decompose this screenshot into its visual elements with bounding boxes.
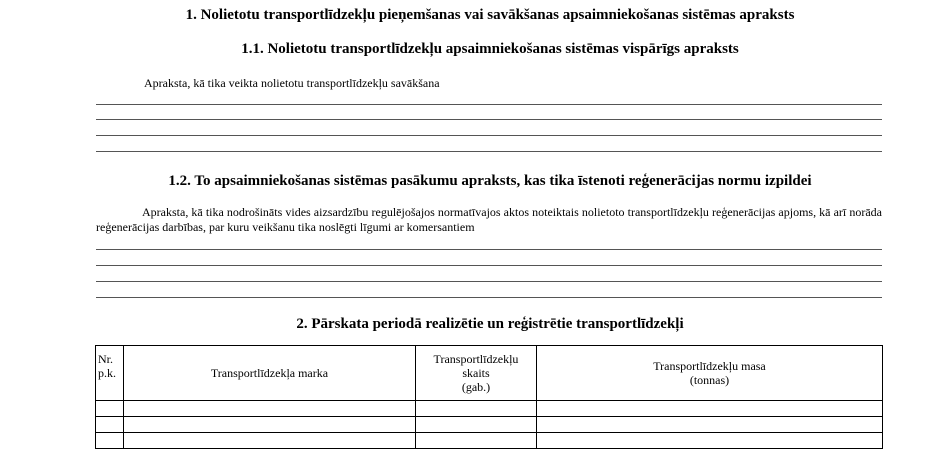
- table-row: [96, 433, 883, 449]
- header-text: (tonnas): [689, 373, 730, 387]
- section-2-heading: 2. Pārskata periodā realizētie un reģistrētie transportlīdzekļi: [296, 316, 684, 332]
- table-cell[interactable]: [124, 401, 416, 417]
- answer-line[interactable]: [96, 104, 882, 105]
- answer-line[interactable]: [96, 297, 882, 298]
- table-header-row: [96, 346, 883, 401]
- section-1-1-heading: 1.1. Nolietotu transportlīdzekļu apsaimniekošanas sistēmas vispārīgs apraksts: [241, 41, 739, 57]
- header-text: (gab.): [461, 380, 491, 394]
- answer-line[interactable]: [96, 281, 882, 282]
- table-cell[interactable]: [416, 417, 537, 433]
- header-text: Transportlīdzekļa marka: [210, 366, 329, 380]
- table-cell[interactable]: [96, 433, 124, 449]
- column-header-marka: [124, 346, 416, 401]
- table-cell[interactable]: [537, 401, 883, 417]
- answer-line[interactable]: [96, 119, 882, 120]
- table-cell[interactable]: [96, 401, 124, 417]
- column-header-skaits: [416, 346, 537, 401]
- table-cell[interactable]: [537, 417, 883, 433]
- section-1-heading: 1. Nolietotu transportlīdzekļu pieņemšanas vai savākšanas apsaimniekošanas sistēmas apraksts: [185, 7, 795, 23]
- table-cell[interactable]: [124, 417, 416, 433]
- vehicles-table: [95, 345, 883, 449]
- table-cell[interactable]: [537, 433, 883, 449]
- table-row: [96, 417, 883, 433]
- table-row: [96, 401, 883, 417]
- header-text: Transportlīdzekļu masa: [653, 359, 766, 373]
- section-1-2-instruction: Apraksta, kā tika nodrošināts vides aizsardzību regulējošajos normatīvajos aktos noteiktais nolietoto transportlīdzekļu reģenerācijas apjoms, kā arī norāda reģenerācijas darbības, par kuru veikšanu tika noslēgti līgumi ar komersantiem: [96, 205, 882, 234]
- header-text: Transportlīdzekļu: [433, 352, 519, 366]
- section-1-2-heading: 1.2. To apsaimniekošanas sistēmas pasākumu apraksts, kas tika īstenoti reģenerācijas normu izpildei: [168, 173, 812, 189]
- header-text: Nr.: [98, 352, 113, 366]
- column-header-masa: [537, 346, 883, 401]
- table-cell[interactable]: [124, 433, 416, 449]
- answer-line[interactable]: [96, 265, 882, 266]
- table-cell[interactable]: [416, 433, 537, 449]
- table-cell[interactable]: [416, 401, 537, 417]
- section-1-1-instruction: Apraksta, kā tika veikta nolietotu transportlīdzekļu savākšana: [144, 76, 440, 90]
- answer-line[interactable]: [96, 135, 882, 136]
- answer-line[interactable]: [96, 151, 882, 152]
- answer-line[interactable]: [96, 249, 882, 250]
- header-text: skaits: [462, 366, 490, 380]
- column-header-nr: [96, 346, 124, 401]
- table-cell[interactable]: [96, 417, 124, 433]
- header-text: p.k.: [98, 366, 116, 380]
